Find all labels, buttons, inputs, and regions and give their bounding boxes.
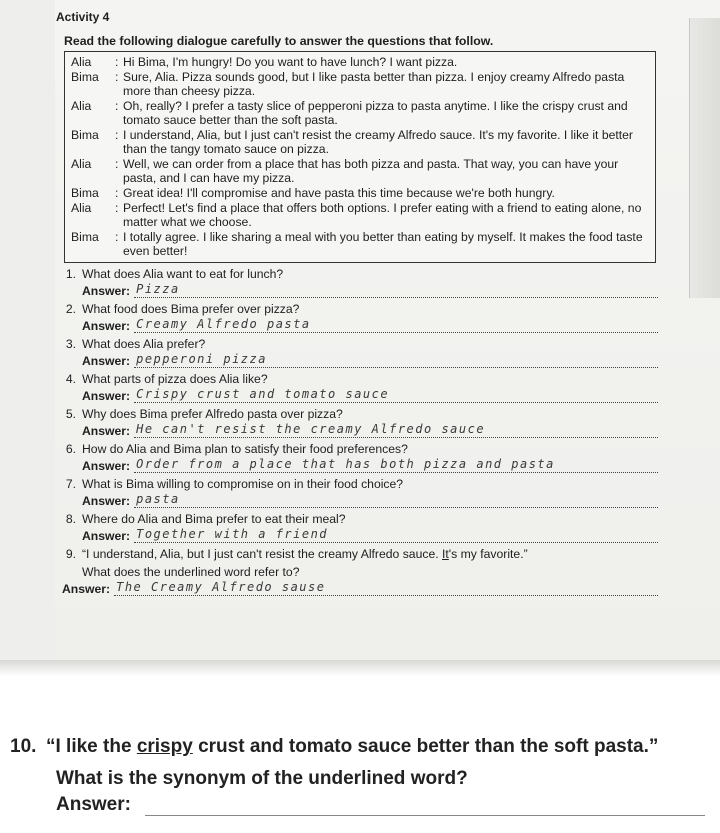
answer-row [56, 794, 705, 816]
question-number: 1. [65, 267, 76, 281]
speaker-name: Alia [71, 55, 92, 69]
question-number: 4. [65, 372, 76, 386]
underlined-word: crispy [136, 736, 193, 757]
dialogue-line: Alia : Hi Bima, I'm hungry! Do you want to have lunch? I want pizza. [71, 55, 651, 69]
quote-text: crust and tomato sauce better than the soft pasta.” [192, 736, 659, 757]
dialogue-box [64, 51, 656, 263]
worksheet-content [56, 10, 666, 596]
answer-row [62, 580, 666, 596]
answer-label: Answer: [82, 389, 131, 403]
answer-field[interactable]: Order from a place that has both pizza and pasta [134, 457, 658, 473]
question [56, 372, 666, 386]
answer-row [82, 457, 666, 473]
answer-row [82, 492, 666, 508]
speaker-name: Alia [71, 201, 92, 215]
dialogue-line: Bima : Great idea! I'll compromise and have pasta this time because we're both hungry. [71, 186, 651, 200]
dialogue-line: Alia : Oh, really? I prefer a tasty slice of pepperoni pizza to pasta anytime. I like the crispy crust and tomato sauce better than the soft pasta. [71, 99, 651, 127]
question-number: 7. [65, 477, 76, 491]
dialogue-text: Oh, really? I prefer a tasty slice of pepperoni pizza to pasta anytime. I like the crispy crust and tomato sauce better than the soft pasta. [123, 99, 628, 127]
question-text: Where do Alia and Bima prefer to eat their meal? [82, 512, 346, 526]
speaker-name: Bima [71, 70, 99, 84]
answer-field[interactable]: Together with a friend [134, 527, 658, 543]
answer-field[interactable]: He can't resist the creamy Alfredo sauce [134, 422, 658, 438]
question-text: What parts of pizza does Alia like? [82, 372, 268, 386]
answer-label: Answer: [82, 319, 131, 333]
answer-field[interactable]: pasta [134, 492, 658, 508]
dialogue-text: I totally agree. I like sharing a meal with you better than eating by myself. It makes the food taste even better! [123, 230, 643, 258]
dialogue-line: Bima : I totally agree. I like sharing a meal with you better than eating by myself. It makes the food taste even better! [71, 230, 651, 258]
answer-row [82, 527, 666, 543]
dialogue-line: Bima : I understand, Alia, but I just can't resist the creamy Alfredo sauce. It's my favorite. I like it better than the tangy tomato sauce on pizza. [71, 128, 651, 156]
dialogue-text: Hi Bima, I'm hungry! Do you want to have lunch? I want pizza. [123, 55, 458, 69]
question [56, 442, 666, 456]
question [56, 302, 666, 316]
quote-text: 's my favorite.” [448, 547, 528, 561]
answer-row [82, 282, 666, 298]
question-text: What food does Bima prefer over pizza? [82, 302, 300, 316]
answer-row [82, 422, 666, 438]
answer-row [82, 352, 666, 368]
dialogue-line: Alia : Perfect! Let's find a place that offers both options. I prefer eating with a friend to eating alone, no matter what we choose. [71, 201, 651, 229]
answer-label: Answer: [62, 582, 111, 596]
question-number: 3. [65, 337, 76, 351]
answer-label: Answer: [82, 529, 131, 543]
question [56, 407, 666, 421]
answer-label: Answer: [82, 494, 131, 508]
question-text: Why does Bima prefer Alfredo pasta over pizza? [82, 407, 343, 421]
lower-page [0, 676, 720, 833]
quote-text: “I like the [46, 736, 137, 757]
question-number: 9. [65, 547, 76, 561]
question-number: 8. [65, 512, 76, 526]
answer-field[interactable]: The Creamy Alfredo sause [114, 580, 658, 596]
answer-row [82, 387, 666, 403]
answer-field[interactable]: Crispy crust and tomato sauce [134, 387, 658, 403]
instruction-text: Read the following dialogue carefully to answer the questions that follow. [64, 34, 494, 48]
dialogue-text: Great idea! I'll compromise and have pasta this time because we're both hungry. [123, 186, 555, 200]
answer-field[interactable]: pepperoni pizza [134, 352, 658, 368]
answer-label: Answer: [56, 794, 131, 815]
dialogue-text: Well, we can order from a place that has both pizza and pasta. That way, you can have your pasta, and I can have my pizza. [123, 157, 619, 185]
dialogue-text: I understand, Alia, but I just can't resist the creamy Alfredo sauce. It's my favorite. I like it better than the tangy tomato sauce on pizza. [123, 128, 633, 156]
question [56, 547, 666, 561]
quote-text: “I understand, Alia, but I just can't resist the creamy Alfredo sauce. [82, 547, 443, 561]
question-text: How do Alia and Bima plan to satisfy their food preferences? [82, 442, 408, 456]
page-margin [0, 0, 55, 660]
dialogue-line: Bima : Sure, Alia. Pizza sounds good, but I like pasta better than pizza. I enjoy creamy Alfredo pasta more than cheesy pizza. [71, 70, 651, 98]
question-number: 2. [65, 302, 76, 316]
question [56, 337, 666, 351]
dialogue-text: Sure, Alia. Pizza sounds good, but I like pasta better than pizza. I enjoy creamy Alfredo pasta more than cheesy pizza. [123, 70, 625, 98]
question-subtext: What does the underlined word refer to? [82, 565, 300, 579]
answer-label: Answer: [82, 284, 131, 298]
question-list [56, 267, 666, 596]
answer-label: Answer: [82, 459, 131, 473]
question-text: What does Alia want to eat for lunch? [82, 267, 284, 281]
page-fold-shadow [689, 18, 720, 298]
page-edge [0, 660, 720, 676]
speaker-name: Bima [71, 128, 99, 142]
question-10-subtext: What is the synonym of the underlined word? [56, 768, 468, 789]
dialogue-text: Perfect! Let's find a place that offers both options. I prefer eating with a friend to eating alone, no matter what we choose. [123, 201, 642, 229]
question [56, 512, 666, 526]
question-text: What does Alia prefer? [82, 337, 206, 351]
answer-field[interactable]: Pizza [134, 282, 658, 298]
activity-title: Activity 4 [56, 10, 110, 24]
underlined-word: It [442, 547, 449, 561]
answer-label: Answer: [82, 424, 131, 438]
speaker-name: Alia [71, 157, 92, 171]
question-text: What is Bima willing to compromise on in their food choice? [82, 477, 404, 491]
dialogue-line: Alia : Well, we can order from a place that has both pizza and pasta. That way, you can have your pasta, and I can have my pizza. [71, 157, 651, 185]
question-10 [10, 736, 658, 758]
question-number: 6. [65, 442, 76, 456]
speaker-name: Bima [71, 230, 99, 244]
question [56, 477, 666, 491]
question [56, 267, 666, 281]
speaker-name: Alia [71, 99, 92, 113]
answer-field[interactable] [145, 795, 705, 816]
answer-row [82, 317, 666, 333]
answer-label: Answer: [82, 354, 131, 368]
speaker-name: Bima [71, 186, 99, 200]
question-number: 10. [10, 736, 37, 757]
question-text [82, 547, 666, 561]
answer-field[interactable]: Creamy Alfredo pasta [134, 317, 658, 333]
question-number: 5. [65, 407, 76, 421]
